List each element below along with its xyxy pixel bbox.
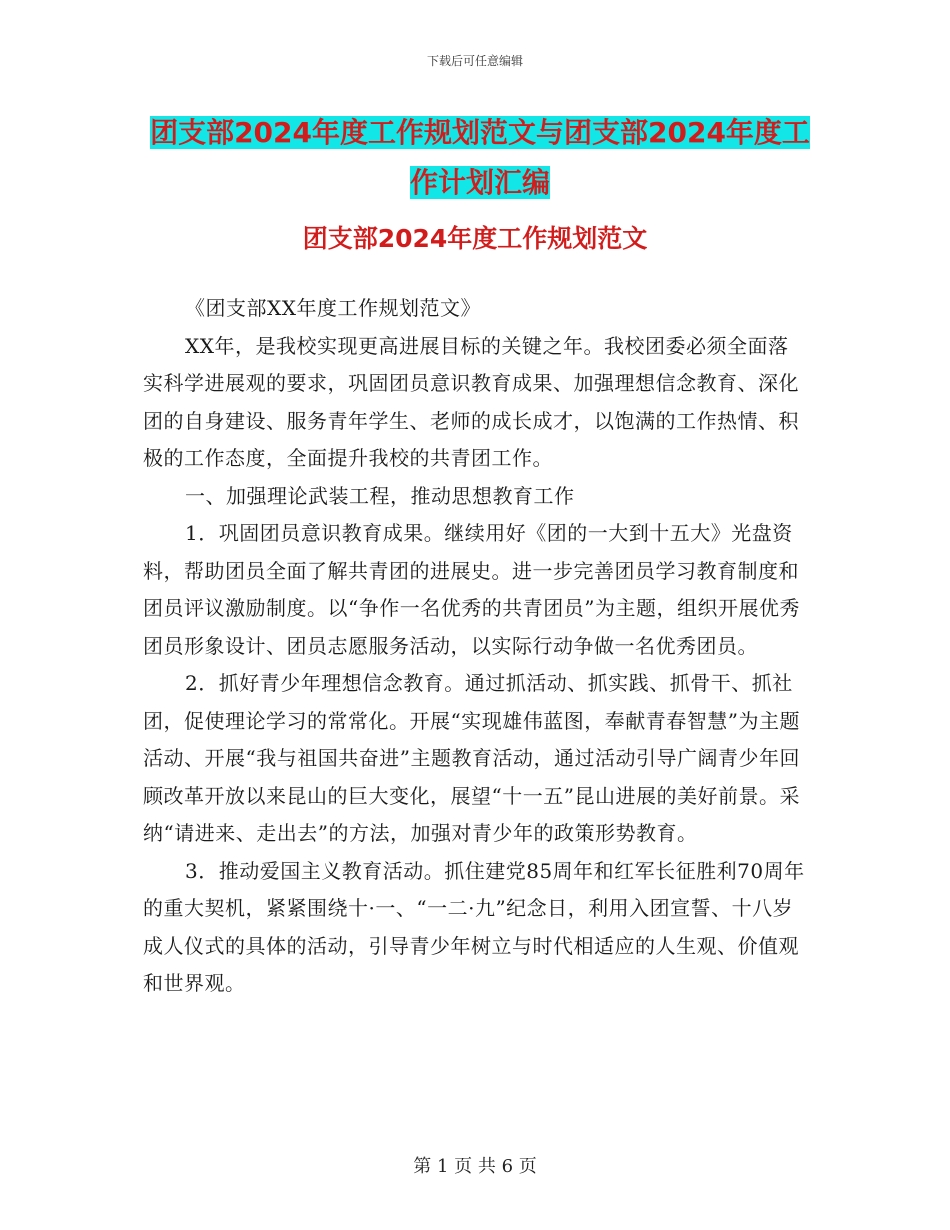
document-title-line-1: 团支部2024年度工作规划范文与团支部2024年度工 (150, 116, 810, 149)
paragraph-heading-1: 一、加强理论武装工程，推动思想教育工作 (185, 483, 575, 508)
body-text (143, 290, 808, 1003)
header-note: 下载后可任意编辑 (426, 54, 523, 68)
document-title-line-2: 作计划汇编 (409, 166, 550, 199)
page-number: 第 1 页 共 6 页 (413, 1156, 537, 1177)
section-title: 团支部2024年度工作规划范文 (302, 224, 648, 253)
paragraph-intro: XX年，是我校实现更高进展目标的关键之年。我校团委必须全面落实科学进展观的要求，巩固团员意识教育成果、加强理想信念教育、深化团的自身建设、服务青年学生、老师的成长成才，以饱满的工作热情、积极的工作态度，全面提升我校的共青团工作。 (143, 333, 799, 470)
document-title (140, 108, 820, 208)
paragraph-item-3: 3．推动爱国主义教育活动。抓住建党85周年和红军长征胜利70周年的重大契机，紧紧围绕十·一、“一二·九”纪念日，利用入团宣誓、十八岁成人仪式的具体的活动，引导青少年树立与时代相适应的人生观、价值观和世界观。 (143, 858, 805, 995)
paragraph-doc-name: 《团支部XX年度工作规划范文》 (185, 296, 481, 320)
paragraph-item-2: 2．抓好青少年理想信念教育。通过抓活动、抓实践、抓骨干、抓社团，促使理论学习的常常化。开展“实现雄伟蓝图，奉献青春智慧”为主题活动、开展“我与祖国共奋进”主题教育活动，通过活动引导广阔青少年回顾改革开放以来昆山的巨大变化，展望“十一五”昆山进展的美好前景。采纳“请进来、走出去”的方法，加强对青少年的政策形势教育。 (143, 671, 800, 845)
paragraph-item-1: 1．巩固团员意识教育成果。继续用好《团的一大到十五大》光盘资料，帮助团员全面了解共青团的进展史。进一步完善团员学习教育制度和团员评议激励制度。以“争作一名优秀的共青团员”为主题，组织开展优秀团员形象设计、团员志愿服务活动，以实际行动争做一名优秀团员。 (143, 521, 800, 658)
